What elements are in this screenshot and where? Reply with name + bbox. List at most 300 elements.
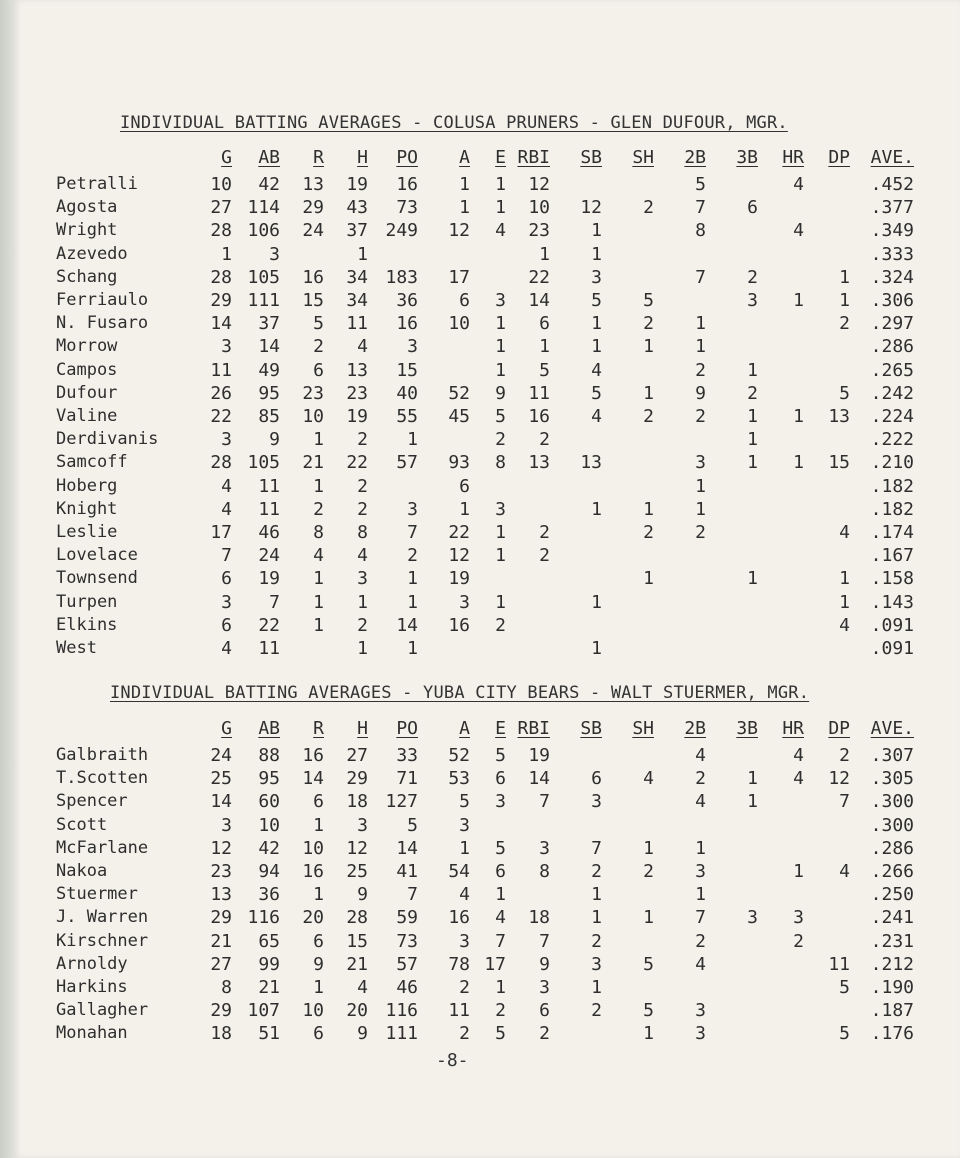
stat-cell: .176 [870,1023,914,1045]
stat-cell: 5 [495,837,506,859]
player-row [56,451,914,474]
stat-cell: 13 [210,884,232,906]
stat-cell: 1 [495,359,506,381]
stat-cell [706,335,758,358]
player-name: Dufour [56,382,118,403]
stat-cell: 2 [695,359,706,381]
stat-cell [602,544,654,567]
stat-cell [804,498,850,521]
stat-cell: 16 [302,861,324,883]
stat-cell: 12 [828,768,850,790]
player-row [56,614,914,637]
stat-cell: 2 [357,498,368,520]
column-header: H [357,718,368,740]
stat-cell: .300 [870,814,914,836]
player-row [56,173,914,196]
stat-cell [602,591,654,614]
stat-cell: 3 [495,290,506,312]
stat-cell: 14 [210,791,232,813]
stat-cell: 111 [247,290,280,312]
stat-cell: 21 [258,977,280,999]
stat-cell: 2 [539,545,550,567]
stat-cell: 2 [643,313,654,335]
stat-cell: .286 [870,336,914,358]
stat-cell: 1 [459,498,470,520]
stat-cell: .167 [870,545,914,567]
stat-cell: 2 [313,336,324,358]
stat-cell: 12 [580,197,602,219]
player-row [56,814,914,837]
stat-cell: 2 [643,861,654,883]
stat-cell: 27 [210,953,232,975]
stat-cell: 3 [747,907,758,929]
stat-cell: 107 [247,1000,280,1022]
player-name: Stuermer [56,884,138,905]
player-row [56,860,914,883]
player-row [56,953,914,976]
stat-cell: 73 [396,197,418,219]
stat-cell [602,451,654,474]
stat-cell [758,243,804,266]
stat-cell [706,953,758,976]
stat-cell: 65 [258,930,280,952]
stat-cell: 1 [313,884,324,906]
player-row [56,475,914,498]
stat-cell: 3 [459,930,470,952]
stat-cell: 16 [528,406,550,428]
stat-cell: 1 [643,382,654,404]
stat-cell [506,637,550,660]
stat-cell: 18 [528,907,550,929]
stat-cell: .250 [870,884,914,906]
player-row [56,744,914,767]
stat-cell: 12 [448,220,470,242]
stat-cell: 23 [302,382,324,404]
stat-cell: 19 [346,174,368,195]
stat-cell [758,428,804,451]
stat-cell: 49 [258,359,280,381]
colusa-section-title: INDIVIDUAL BATTING AVERAGES - COLUSA PRUNERS - GLEN DUFOUR, MGR. [120,113,788,133]
stat-cell: 116 [385,1000,418,1022]
stat-cell: 3 [695,1000,706,1022]
stat-cell: 42 [258,174,280,195]
stat-cell: 9 [695,382,706,404]
stat-cell: 1 [695,313,706,335]
player-name: Kirschner [56,930,149,951]
player-name: Petralli [56,174,138,194]
stat-cell: 59 [396,907,418,929]
stat-cell: 19 [528,745,550,766]
stat-cell: 1 [357,638,368,660]
column-header: E [495,718,506,740]
column-header: R [313,147,324,169]
column-header: AB [258,718,280,740]
player-name: Townsend [56,568,138,589]
stat-cell [550,744,602,767]
stat-cell: 4 [357,977,368,999]
stat-cell: 6 [313,1023,324,1045]
player-name: Azevedo [56,243,128,264]
stat-cell: 7 [695,266,706,288]
column-header: 3B [736,147,758,169]
stat-cell: 2 [839,313,850,335]
stat-cell: 18 [346,791,368,813]
player-row [56,359,914,382]
stat-cell: 14 [302,768,324,790]
stat-cell [706,614,758,637]
stat-cell: 2 [357,475,368,497]
stat-cell: 1 [495,522,506,544]
player-name: West [56,638,97,659]
stat-cell: .182 [870,475,914,497]
player-name: T.Scotten [56,768,149,789]
stat-cell [804,359,850,382]
stat-cell: 5 [839,1023,850,1045]
stat-cell: .307 [870,745,914,766]
player-row [56,906,914,929]
stat-cell: 29 [210,290,232,312]
stat-cell [506,814,550,837]
stat-cell: 1 [747,429,758,451]
stat-cell [654,614,706,637]
stat-cell: 1 [695,837,706,859]
player-row [56,219,914,242]
stat-cell: 1 [591,243,602,265]
stat-cell: 15 [396,359,418,381]
player-name: Samcoff [56,452,128,473]
stat-cell [418,335,470,358]
stat-cell: 16 [396,313,418,335]
stat-cell: 3 [221,429,232,451]
stat-cell: 36 [396,290,418,312]
column-header: PO [396,147,418,169]
stat-cell: 94 [258,861,280,883]
stat-cell [550,567,602,590]
player-row [56,428,914,451]
stat-cell [804,837,850,860]
stat-cell: 1 [591,907,602,929]
stat-cell: .452 [870,174,914,195]
stat-cell [706,521,758,544]
stat-cell: 1 [591,977,602,999]
stat-cell: 116 [247,907,280,929]
stat-cell: 249 [385,220,418,242]
stat-cell [654,814,706,837]
stat-cell: 6 [591,768,602,790]
stat-cell: 24 [210,745,232,766]
stat-cell: 3 [221,814,232,836]
stat-cell [706,860,758,883]
stat-cell: .242 [870,382,914,404]
stat-cell: 27 [210,197,232,219]
stat-cell: 3 [539,977,550,999]
stat-cell: 3 [539,837,550,859]
stat-cell [602,614,654,637]
stat-cell: 3 [495,498,506,520]
stat-cell: 4 [695,791,706,813]
stat-cell: 1 [313,814,324,836]
player-name: Lovelace [56,545,138,566]
stat-cell: 3 [357,814,368,836]
stat-cell: .091 [870,638,914,660]
stat-cell: 1 [459,197,470,219]
stat-cell: 19 [346,406,368,428]
stat-cell: 2 [539,1023,550,1045]
stat-cell [804,544,850,567]
stat-cell: 1 [695,498,706,520]
column-header: 2B [684,147,706,169]
stat-cell: 2 [407,545,418,567]
stat-cell: 17 [448,266,470,288]
stat-cell: 11 [258,638,280,660]
stat-cell: 1 [643,907,654,929]
stat-cell [654,289,706,312]
stat-cell: 7 [539,791,550,813]
stat-cell: 7 [407,884,418,906]
stat-cell: 7 [407,522,418,544]
stat-cell: 20 [346,1000,368,1022]
stat-cell: .174 [870,522,914,544]
stat-cell: 5 [695,174,706,195]
stat-cell: 12 [448,545,470,567]
colusa-batting-table [56,143,914,660]
stat-cell: 1 [591,638,602,660]
stat-cell: 37 [346,220,368,242]
stat-cell: 93 [448,452,470,474]
stat-cell: 1 [313,568,324,590]
stat-cell [654,567,706,590]
stat-cell: 3 [695,452,706,474]
player-row [56,405,914,428]
stat-cell [758,196,804,219]
stat-cell [758,614,804,637]
stat-cell: 14 [396,837,418,859]
stat-cell [550,521,602,544]
stat-cell [470,567,506,590]
stat-cell: 2 [539,522,550,544]
stat-cell: 3 [459,814,470,836]
stat-cell: 45 [448,406,470,428]
stat-cell [804,814,850,837]
stat-cell [602,883,654,906]
stat-cell: 21 [302,452,324,474]
stat-cell: 11 [828,953,850,975]
stat-cell: 3 [221,336,232,358]
stat-cell: 6 [459,475,470,497]
stat-cell [758,359,804,382]
stat-cell: 1 [539,336,550,358]
stat-cell: 5 [591,290,602,312]
stat-cell: 2 [591,861,602,883]
player-name: Schang [56,266,118,287]
stat-cell: .349 [870,220,914,242]
player-name: Morrow [56,336,118,357]
column-header: SH [632,147,654,169]
stat-cell: 6 [495,861,506,883]
stat-cell: .143 [870,591,914,613]
stat-cell: 5 [839,382,850,404]
stat-cell: 11 [258,475,280,497]
column-header: RBI [517,718,550,740]
stat-cell [550,173,602,196]
stat-cell: 1 [839,568,850,590]
player-name: Hoberg [56,475,118,496]
stat-cell: 2 [695,930,706,952]
player-name: Agosta [56,197,118,218]
player-row [56,196,914,219]
stat-cell: 5 [495,1023,506,1045]
stat-cell [506,614,550,637]
stat-cell: 22 [448,522,470,544]
stat-cell [758,475,804,498]
stat-cell: .306 [870,290,914,312]
stat-cell: 8 [539,861,550,883]
stat-cell: 28 [210,266,232,288]
stat-cell: 71 [396,768,418,790]
stat-cell: 10 [302,837,324,859]
stat-cell [758,976,804,999]
column-header: A [459,147,470,169]
stat-cell: 57 [396,452,418,474]
stat-cell [804,930,850,953]
stat-cell [602,744,654,767]
stat-cell [706,930,758,953]
colusa-header-row [56,143,914,173]
stat-cell: 111 [385,1023,418,1045]
stat-cell: .266 [870,861,914,883]
stat-cell [758,335,804,358]
column-header: E [495,147,506,169]
stat-cell [706,1022,758,1045]
stat-cell: 16 [396,174,418,195]
stat-cell [706,173,758,196]
stat-cell: 2 [357,614,368,636]
stat-cell [506,475,550,498]
stat-cell: 1 [747,568,758,590]
stat-cell: 16 [448,907,470,929]
stat-cell: 13 [580,452,602,474]
stat-cell [706,498,758,521]
stat-cell: 1 [747,791,758,813]
player-row [56,266,914,289]
stat-cell [654,243,706,266]
stat-cell: 15 [828,452,850,474]
stat-cell: 1 [495,884,506,906]
stat-cell: .187 [870,1000,914,1022]
stat-cell: 13 [302,174,324,195]
stat-cell: 11 [210,359,232,381]
stat-cell: 1 [591,884,602,906]
stat-cell [280,637,324,660]
player-row [56,335,914,358]
stat-cell [758,567,804,590]
stat-cell: 1 [407,638,418,660]
player-row [56,243,914,266]
player-name: Knight [56,498,118,519]
column-header: G [221,147,232,169]
stat-cell [758,883,804,906]
stat-cell [706,837,758,860]
stat-cell: 1 [643,837,654,859]
stat-cell [758,637,804,660]
stat-cell: 2 [591,930,602,952]
stat-cell [804,999,850,1022]
stat-cell: 42 [258,837,280,859]
column-header: HR [782,147,804,169]
stat-cell: 4 [793,174,804,195]
stat-cell: 16 [448,614,470,636]
stat-cell: 2 [839,745,850,766]
stat-cell: .222 [870,429,914,451]
player-name: Leslie [56,522,118,543]
column-header: DP [828,147,850,169]
player-row [56,498,914,521]
stat-cell: .190 [870,977,914,999]
stat-cell [470,266,506,289]
stat-cell: 12 [346,837,368,859]
stat-cell: 5 [643,1000,654,1022]
stat-cell: 105 [247,266,280,288]
stat-cell [706,744,758,767]
stat-cell: 1 [591,498,602,520]
stat-cell [654,591,706,614]
stat-cell: 4 [839,522,850,544]
stat-cell: 51 [258,1023,280,1045]
stat-cell: 5 [459,791,470,813]
player-row [56,999,914,1022]
stat-cell [758,521,804,544]
stat-cell: 1 [747,406,758,428]
stat-cell: 52 [448,745,470,766]
stat-cell [602,637,654,660]
stat-cell: 19 [258,568,280,590]
stat-cell: 60 [258,791,280,813]
player-name: Valine [56,406,118,427]
stat-cell [758,312,804,335]
stat-cell: 2 [747,382,758,404]
stat-cell: 3 [407,498,418,520]
stat-cell: 4 [591,406,602,428]
stat-cell: 1 [495,197,506,219]
column-header: AB [258,147,280,169]
stat-cell: 7 [695,907,706,929]
stat-cell [804,637,850,660]
stat-cell: .333 [870,243,914,265]
stat-cell: 2 [591,1000,602,1022]
stat-cell: 28 [210,220,232,242]
stat-cell: 4 [695,745,706,766]
stat-cell: 40 [396,382,418,404]
stat-cell: 1 [747,768,758,790]
stat-cell: 1 [695,475,706,497]
player-name: Scott [56,814,108,835]
stat-cell: 4 [357,336,368,358]
stat-cell [706,475,758,498]
stat-cell: 1 [495,977,506,999]
stat-cell [602,219,654,242]
stat-cell: 53 [448,768,470,790]
column-header: PO [396,718,418,740]
stat-cell: 2 [747,266,758,288]
stat-cell [602,930,654,953]
stat-cell: 22 [528,266,550,288]
stat-cell: 1 [747,359,758,381]
stat-cell: 6 [747,197,758,219]
stat-cell: 1 [643,568,654,590]
stat-cell: 3 [695,1023,706,1045]
player-row [56,312,914,335]
stat-cell: 99 [258,953,280,975]
